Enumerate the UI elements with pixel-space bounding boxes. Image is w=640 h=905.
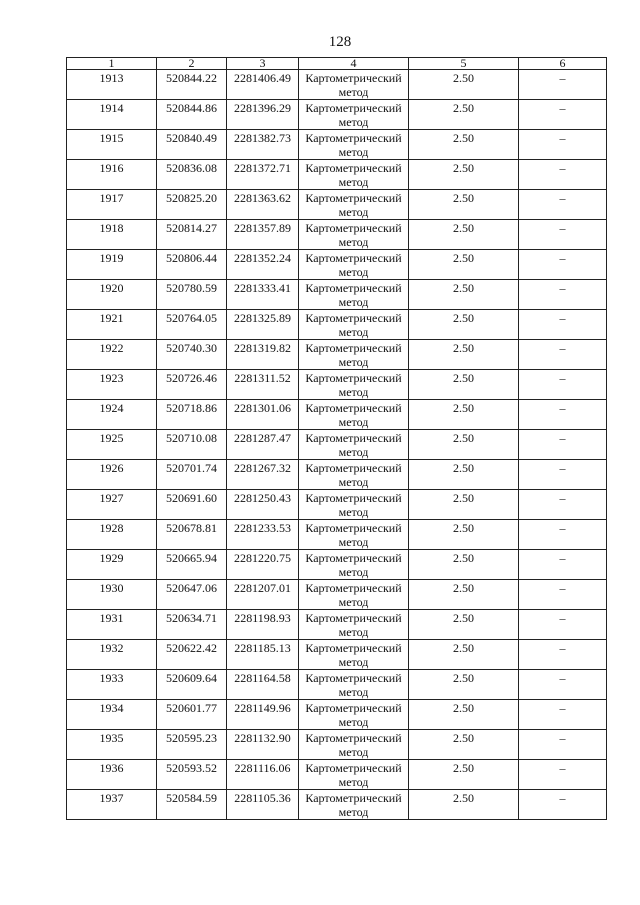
method-cell: Картометрический метод [299, 370, 409, 400]
point-number: 1926 [67, 460, 157, 490]
accuracy-value: 2.50 [409, 580, 519, 610]
point-number: 1916 [67, 160, 157, 190]
coordinate-y: 2281319.82 [227, 340, 299, 370]
point-number: 1917 [67, 190, 157, 220]
description-cell: – [519, 130, 607, 160]
method-cell: Картометрический метод [299, 520, 409, 550]
table-row [67, 280, 607, 310]
method-cell: Картометрический метод [299, 340, 409, 370]
point-number: 1914 [67, 100, 157, 130]
coordinate-y: 2281132.90 [227, 730, 299, 760]
coordinate-y: 2281311.52 [227, 370, 299, 400]
coordinate-y: 2281198.93 [227, 610, 299, 640]
description-cell: – [519, 700, 607, 730]
accuracy-value: 2.50 [409, 520, 519, 550]
coordinate-y: 2281333.41 [227, 280, 299, 310]
table-row [67, 130, 607, 160]
point-number: 1928 [67, 520, 157, 550]
point-number: 1927 [67, 490, 157, 520]
point-number: 1921 [67, 310, 157, 340]
method-cell: Картометрический метод [299, 760, 409, 790]
method-cell: Картометрический метод [299, 70, 409, 100]
description-cell: – [519, 280, 607, 310]
coordinate-y: 2281372.71 [227, 160, 299, 190]
coordinate-y: 2281116.06 [227, 760, 299, 790]
method-cell: Картометрический метод [299, 400, 409, 430]
method-cell: Картометрический метод [299, 250, 409, 280]
page-number: 128 [328, 34, 352, 50]
table-row [67, 550, 607, 580]
point-number: 1923 [67, 370, 157, 400]
description-cell: – [519, 670, 607, 700]
coordinates-table [66, 57, 607, 820]
column-header: 2 [157, 58, 227, 70]
coordinate-y: 2281406.49 [227, 70, 299, 100]
coordinate-x: 520844.86 [157, 100, 227, 130]
accuracy-value: 2.50 [409, 130, 519, 160]
method-cell: Картометрический метод [299, 610, 409, 640]
accuracy-value: 2.50 [409, 730, 519, 760]
table-row [67, 520, 607, 550]
point-number: 1920 [67, 280, 157, 310]
table-row [67, 460, 607, 490]
method-cell: Картометрический метод [299, 310, 409, 340]
description-cell: – [519, 610, 607, 640]
accuracy-value: 2.50 [409, 100, 519, 130]
method-cell: Картометрический метод [299, 160, 409, 190]
accuracy-value: 2.50 [409, 430, 519, 460]
coordinate-y: 2281382.73 [227, 130, 299, 160]
coordinate-y: 2281287.47 [227, 430, 299, 460]
table-row [67, 490, 607, 520]
coordinate-y: 2281357.89 [227, 220, 299, 250]
point-number: 1922 [67, 340, 157, 370]
accuracy-value: 2.50 [409, 670, 519, 700]
point-number: 1918 [67, 220, 157, 250]
coordinate-x: 520780.59 [157, 280, 227, 310]
description-cell: – [519, 340, 607, 370]
coordinate-x: 520806.44 [157, 250, 227, 280]
table-row [67, 640, 607, 670]
description-cell: – [519, 160, 607, 190]
method-cell: Картометрический метод [299, 580, 409, 610]
point-number: 1913 [67, 70, 157, 100]
description-cell: – [519, 310, 607, 340]
method-cell: Картометрический метод [299, 550, 409, 580]
description-cell: – [519, 400, 607, 430]
coordinate-y: 2281352.24 [227, 250, 299, 280]
coordinate-x: 520691.60 [157, 490, 227, 520]
method-cell: Картометрический метод [299, 460, 409, 490]
coordinate-x: 520825.20 [157, 190, 227, 220]
description-cell: – [519, 730, 607, 760]
coordinate-x: 520814.27 [157, 220, 227, 250]
table-row [67, 370, 607, 400]
description-cell: – [519, 100, 607, 130]
table-row [67, 790, 607, 820]
coordinate-y: 2281220.75 [227, 550, 299, 580]
point-number: 1932 [67, 640, 157, 670]
point-number: 1936 [67, 760, 157, 790]
table-row [67, 70, 607, 100]
coordinate-y: 2281396.29 [227, 100, 299, 130]
coordinate-x: 520609.64 [157, 670, 227, 700]
coordinate-y: 2281164.58 [227, 670, 299, 700]
description-cell: – [519, 790, 607, 820]
accuracy-value: 2.50 [409, 550, 519, 580]
point-number: 1933 [67, 670, 157, 700]
coordinate-x: 520647.06 [157, 580, 227, 610]
accuracy-value: 2.50 [409, 610, 519, 640]
coordinate-x: 520718.86 [157, 400, 227, 430]
coordinate-x: 520595.23 [157, 730, 227, 760]
description-cell: – [519, 430, 607, 460]
coordinate-y: 2281301.06 [227, 400, 299, 430]
coordinate-x: 520844.22 [157, 70, 227, 100]
table-row [67, 160, 607, 190]
coordinate-y: 2281267.32 [227, 460, 299, 490]
table-row [67, 220, 607, 250]
description-cell: – [519, 520, 607, 550]
point-number: 1919 [67, 250, 157, 280]
coordinate-x: 520710.08 [157, 430, 227, 460]
table-row [67, 730, 607, 760]
point-number: 1934 [67, 700, 157, 730]
coordinate-x: 520836.08 [157, 160, 227, 190]
coordinate-y: 2281250.43 [227, 490, 299, 520]
table-row [67, 430, 607, 460]
coordinate-x: 520665.94 [157, 550, 227, 580]
coordinate-x: 520622.42 [157, 640, 227, 670]
description-cell: – [519, 70, 607, 100]
accuracy-value: 2.50 [409, 220, 519, 250]
point-number: 1929 [67, 550, 157, 580]
table-row [67, 190, 607, 220]
accuracy-value: 2.50 [409, 190, 519, 220]
method-cell: Картометрический метод [299, 640, 409, 670]
coordinate-y: 2281233.53 [227, 520, 299, 550]
table-row [67, 340, 607, 370]
method-cell: Картометрический метод [299, 730, 409, 760]
accuracy-value: 2.50 [409, 490, 519, 520]
column-header: 1 [67, 58, 157, 70]
coordinate-x: 520601.77 [157, 700, 227, 730]
point-number: 1915 [67, 130, 157, 160]
coordinate-y: 2281325.89 [227, 310, 299, 340]
table-row [67, 100, 607, 130]
table-row [67, 310, 607, 340]
accuracy-value: 2.50 [409, 250, 519, 280]
description-cell: – [519, 760, 607, 790]
description-cell: – [519, 490, 607, 520]
point-number: 1937 [67, 790, 157, 820]
coordinate-x: 520634.71 [157, 610, 227, 640]
accuracy-value: 2.50 [409, 700, 519, 730]
description-cell: – [519, 190, 607, 220]
description-cell: – [519, 460, 607, 490]
description-cell: – [519, 250, 607, 280]
table-row [67, 400, 607, 430]
method-cell: Картометрический метод [299, 430, 409, 460]
table-header-row [67, 58, 607, 70]
coordinate-x: 520840.49 [157, 130, 227, 160]
coordinate-x: 520740.30 [157, 340, 227, 370]
method-cell: Картометрический метод [299, 130, 409, 160]
column-header: 6 [519, 58, 607, 70]
accuracy-value: 2.50 [409, 70, 519, 100]
table-row [67, 760, 607, 790]
point-number: 1930 [67, 580, 157, 610]
method-cell: Картометрический метод [299, 490, 409, 520]
table-row [67, 250, 607, 280]
table-row [67, 610, 607, 640]
accuracy-value: 2.50 [409, 280, 519, 310]
accuracy-value: 2.50 [409, 790, 519, 820]
coordinate-y: 2281105.36 [227, 790, 299, 820]
coordinate-x: 520764.05 [157, 310, 227, 340]
method-cell: Картометрический метод [299, 700, 409, 730]
table-body [67, 70, 607, 820]
method-cell: Картометрический метод [299, 100, 409, 130]
accuracy-value: 2.50 [409, 340, 519, 370]
point-number: 1935 [67, 730, 157, 760]
coordinate-x: 520584.59 [157, 790, 227, 820]
description-cell: – [519, 550, 607, 580]
column-header: 3 [227, 58, 299, 70]
coordinate-x: 520701.74 [157, 460, 227, 490]
method-cell: Картометрический метод [299, 220, 409, 250]
description-cell: – [519, 370, 607, 400]
table-row [67, 700, 607, 730]
coordinate-y: 2281149.96 [227, 700, 299, 730]
table-row [67, 670, 607, 700]
accuracy-value: 2.50 [409, 310, 519, 340]
point-number: 1924 [67, 400, 157, 430]
coordinate-y: 2281363.62 [227, 190, 299, 220]
method-cell: Картометрический метод [299, 790, 409, 820]
coordinate-y: 2281207.01 [227, 580, 299, 610]
accuracy-value: 2.50 [409, 400, 519, 430]
method-cell: Картометрический метод [299, 280, 409, 310]
table-row [67, 580, 607, 610]
coordinate-x: 520593.52 [157, 760, 227, 790]
method-cell: Картометрический метод [299, 190, 409, 220]
description-cell: – [519, 640, 607, 670]
point-number: 1931 [67, 610, 157, 640]
accuracy-value: 2.50 [409, 460, 519, 490]
column-header: 4 [299, 58, 409, 70]
accuracy-value: 2.50 [409, 370, 519, 400]
column-header: 5 [409, 58, 519, 70]
accuracy-value: 2.50 [409, 160, 519, 190]
accuracy-value: 2.50 [409, 640, 519, 670]
point-number: 1925 [67, 430, 157, 460]
coordinate-y: 2281185.13 [227, 640, 299, 670]
description-cell: – [519, 220, 607, 250]
accuracy-value: 2.50 [409, 760, 519, 790]
coordinate-x: 520678.81 [157, 520, 227, 550]
method-cell: Картометрический метод [299, 670, 409, 700]
coordinate-x: 520726.46 [157, 370, 227, 400]
description-cell: – [519, 580, 607, 610]
